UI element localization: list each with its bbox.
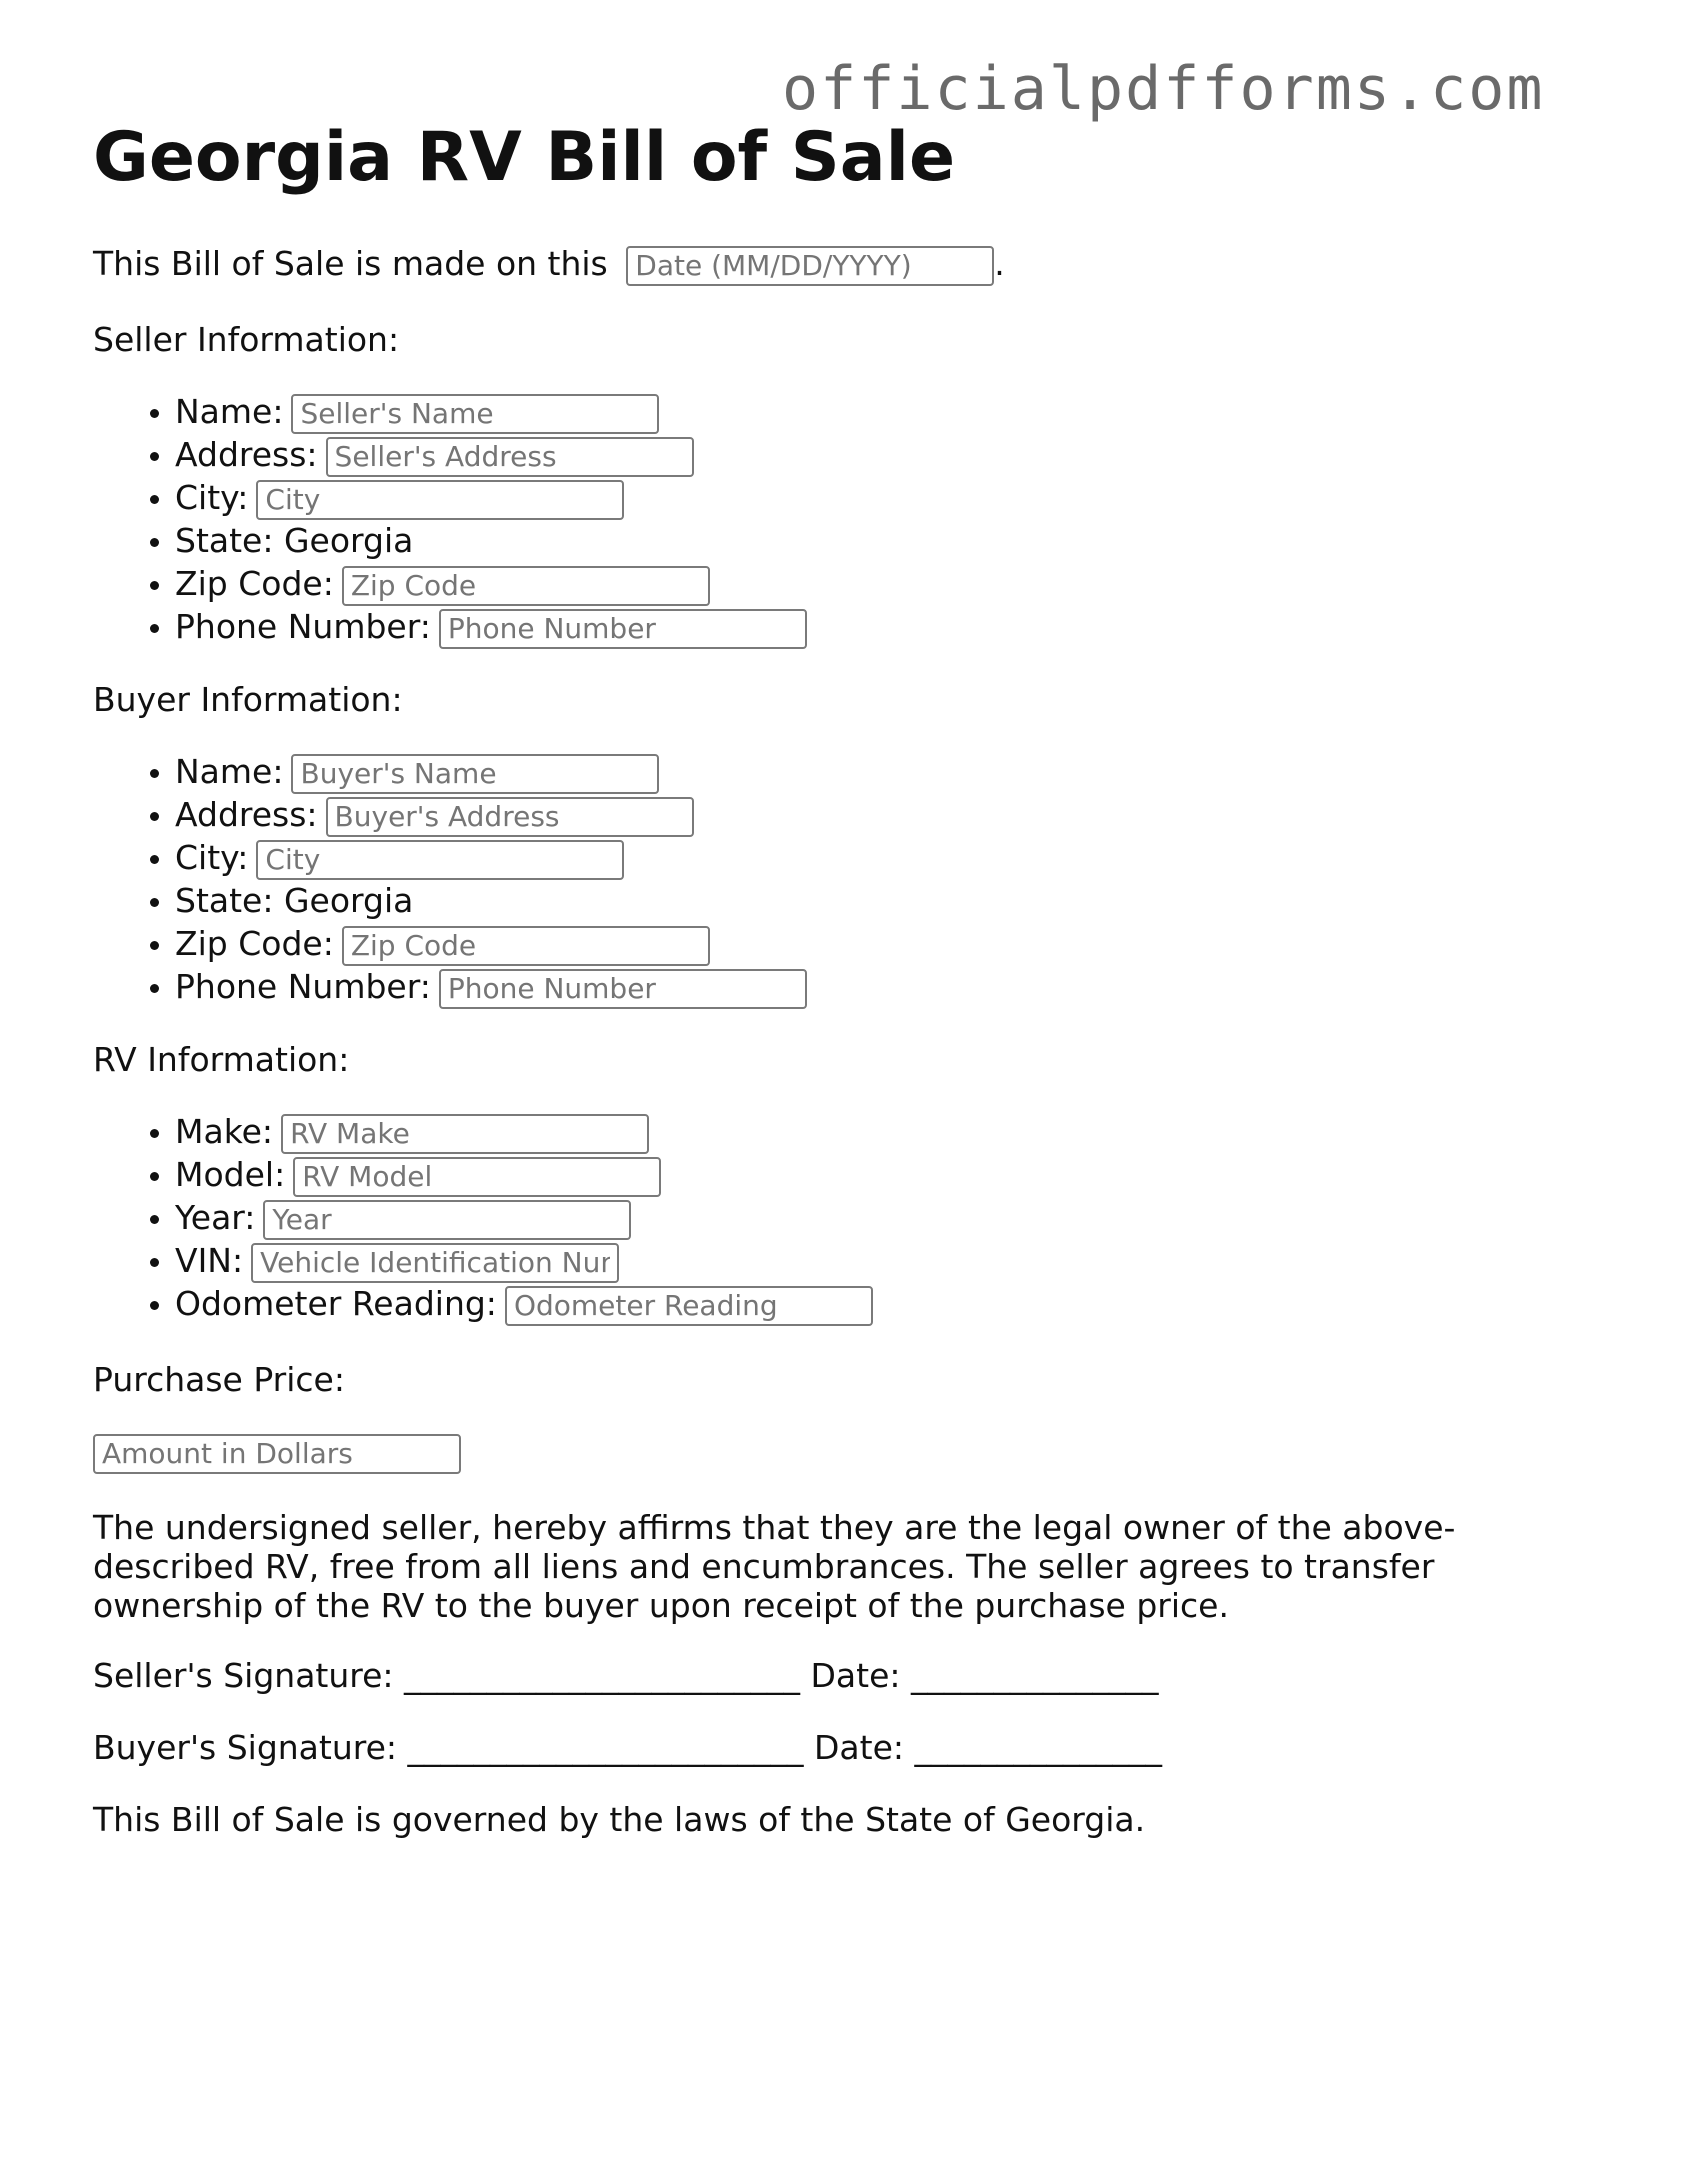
seller-signature-line: Seller's Signature: ________________________ Date: _______________: [93, 1656, 1159, 1695]
list-item: [175, 965, 807, 1008]
sale-date-input[interactable]: [626, 246, 994, 286]
seller-phone-input[interactable]: [439, 609, 807, 649]
list-item: [175, 836, 807, 879]
seller-address-label: Address:: [175, 435, 318, 474]
intro-suffix: .: [994, 244, 1005, 283]
buyer-phone-input[interactable]: [439, 969, 807, 1009]
rv-make-input[interactable]: [281, 1114, 649, 1154]
seller-heading: Seller Information:: [93, 320, 400, 359]
intro-text: This Bill of Sale is made on this: [93, 244, 608, 283]
list-item: [175, 1239, 873, 1282]
rv-heading: RV Information:: [93, 1040, 350, 1079]
seller-zip-label: Zip Code:: [175, 564, 334, 603]
rv-odometer-label: Odometer Reading:: [175, 1284, 497, 1323]
rv-year-label: Year:: [175, 1198, 256, 1237]
seller-city-label: City:: [175, 478, 249, 517]
list-item: [175, 390, 807, 433]
buyer-name-input[interactable]: [291, 754, 659, 794]
rv-year-input[interactable]: [263, 1200, 631, 1240]
rv-model-input[interactable]: [293, 1157, 661, 1197]
seller-name-input[interactable]: [291, 394, 659, 434]
watermark: officialpdfforms.com: [782, 54, 1545, 124]
document-title: Georgia RV Bill of Sale: [93, 118, 956, 197]
buyer-signature-line: Buyer's Signature: ________________________ Date: _______________: [93, 1728, 1162, 1767]
list-item: [175, 476, 807, 519]
buyer-address-label: Address:: [175, 795, 318, 834]
list-item: [175, 433, 807, 476]
price-line: [93, 1430, 461, 1474]
seller-name-label: Name:: [175, 392, 284, 431]
buyer-phone-label: Phone Number:: [175, 967, 431, 1006]
seller-zip-input[interactable]: [342, 566, 710, 606]
list-item: [175, 793, 807, 836]
seller-phone-label: Phone Number:: [175, 607, 431, 646]
rv-odometer-input[interactable]: [505, 1286, 873, 1326]
buyer-list: [137, 750, 807, 1008]
purchase-price-input[interactable]: [93, 1434, 461, 1474]
buyer-state-text: State: Georgia: [175, 881, 414, 920]
list-item: [175, 1282, 873, 1325]
list-item: [175, 1153, 873, 1196]
rv-vin-input[interactable]: [251, 1243, 619, 1283]
intro-line: [93, 242, 1005, 286]
list-item: [175, 922, 807, 965]
rv-model-label: Model:: [175, 1155, 286, 1194]
seller-list: [137, 390, 807, 648]
rv-make-label: Make:: [175, 1112, 274, 1151]
affirmation-paragraph: The undersigned seller, hereby affirms that they are the legal owner of the above-described RV, free from all liens and encumbrances. The seller agrees to transfer ownership of the RV to the buyer upon receipt of the purchase price.: [93, 1508, 1456, 1625]
buyer-city-label: City:: [175, 838, 249, 877]
buyer-heading: Buyer Information:: [93, 680, 403, 719]
buyer-address-input[interactable]: [326, 797, 694, 837]
buyer-name-label: Name:: [175, 752, 284, 791]
list-item: [175, 605, 807, 648]
list-item: [175, 750, 807, 793]
buyer-zip-label: Zip Code:: [175, 924, 334, 963]
list-item: [175, 879, 807, 922]
seller-address-input[interactable]: [326, 437, 694, 477]
seller-city-input[interactable]: [256, 480, 624, 520]
seller-state-text: State: Georgia: [175, 521, 414, 560]
buyer-city-input[interactable]: [256, 840, 624, 880]
rv-list: [137, 1110, 873, 1325]
list-item: [175, 562, 807, 605]
rv-vin-label: VIN:: [175, 1241, 244, 1280]
governing-law-text: This Bill of Sale is governed by the laws of the State of Georgia.: [93, 1800, 1146, 1839]
list-item: [175, 1196, 873, 1239]
price-heading: Purchase Price:: [93, 1360, 345, 1399]
buyer-zip-input[interactable]: [342, 926, 710, 966]
list-item: [175, 1110, 873, 1153]
list-item: [175, 519, 807, 562]
